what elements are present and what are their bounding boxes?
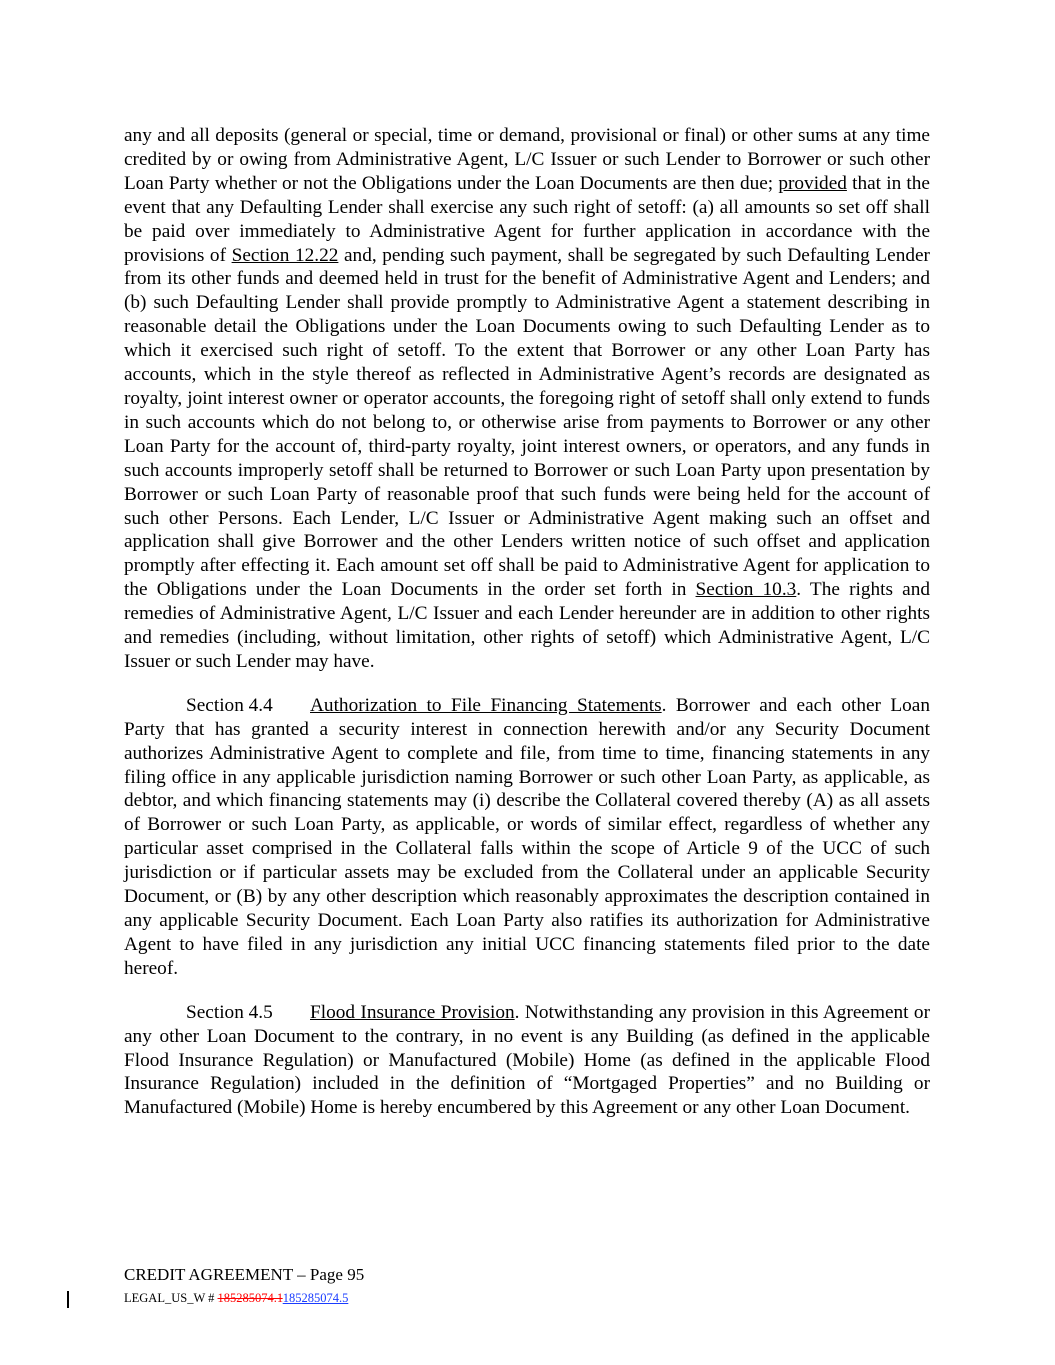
section-10-3-reference: Section 10.3 bbox=[695, 579, 797, 601]
section-12-22-reference: Section 12.22 bbox=[231, 244, 339, 266]
docid-deleted-revision: 185285074.1 bbox=[217, 1291, 283, 1305]
section-4-4-body: . Borrower and each other Loan Party that has granted a security interest in connection herewith and/or any Security Document authorizes Administrative Agent to complete and file, from time to time, financing statements in any filing office in any applicable jurisdiction naming Borrower or such other Loan Party, as applicable, as debtor, and which financing statements may (i) describe the Collateral covered thereby (A) as all assets of Borrower or such Loan Party, as applicable, or words of similar effect, regardless of whether any particular asset comprised in the Collateral falls within the scope of Article 9 of the UCC of such jurisdiction or if particular assets may be excluded from the Collateral under an applicable Security Document, or (B) by any other description which reasonably approximates the description contained in any applicable Security Document. Each Loan Party also ratifies its authorization for Administrative Agent to have filed in any jurisdiction any initial UCC financing statements filed prior to the date hereof. bbox=[124, 694, 931, 979]
docid-prefix: LEGAL_US_W # bbox=[124, 1291, 218, 1305]
section-4-4-paragraph bbox=[124, 694, 930, 981]
provided-term: provided bbox=[778, 172, 847, 194]
setoff-text-1: any and all deposits (general or special, time or demand, provisional or final) or other sums at any time credited by or owing from Administrative Agent, L/C Issuer or such Lender to Borrower or such other Loan Party whether or not the Obligations under the Loan Documents are then due; bbox=[124, 125, 930, 194]
section-4-5-heading: Flood Insurance Provision bbox=[310, 1001, 515, 1023]
section-4-4-number: Section 4.4 bbox=[186, 694, 273, 716]
document-body bbox=[124, 124, 930, 1120]
docid-inserted-revision: 185285074.5 bbox=[282, 1291, 349, 1305]
section-4-4-heading: Authorization to File Financing Statements bbox=[310, 694, 662, 716]
footer-page-title: CREDIT AGREEMENT – Page 95 bbox=[124, 1265, 365, 1284]
setoff-paragraph bbox=[124, 124, 930, 674]
footer-document-id bbox=[124, 1289, 930, 1307]
section-4-5-body: . Notwithstanding any provision in this Agreement or any other Loan Document to the contrary, in no event is any Building (as defined in the applicable Flood Insurance Regulation) or Manufactured (Mobile) Home (as defined in the applicable Flood Insurance Regulation) included in the definition of “Mortgaged Properties” and no Building or Manufactured (Mobile) Home is hereby encumbered by this Agreement or any other Loan Document. bbox=[124, 1001, 930, 1119]
section-4-5-number: Section 4.5 bbox=[186, 1001, 273, 1023]
setoff-text-4: . The rights and remedies of Administrative Agent, L/C Issuer and each Lender hereunder are in addition to other rights and remedies (including, without limitation, other rights of setoff) which Administrative Agent, L/C Issuer or such Lender may have. bbox=[124, 579, 930, 672]
section-4-5-paragraph bbox=[124, 1001, 930, 1121]
revision-change-bar bbox=[67, 1291, 69, 1308]
page-footer bbox=[124, 1264, 930, 1307]
setoff-text-3: and, pending such payment, shall be segregated by such Defaulting Lender from its other funds and deemed held in trust for the benefit of Administrative Agent and Lenders; and (b) such Defaulting Lender shall provide promptly to Administrative Agent a statement describing in reasonable detail the Obligations under the Loan Documents owing to such Defaulting Lender as to which it exercised such right of setoff. To the extent that Borrower or any other Loan Party has accounts, which in the style thereof as reflected in Administrative Agent’s records are designated as royalty, joint interest owner or operator accounts, the foregoing right of setoff shall only extend to funds in such accounts which do not belong to, or otherwise arise from payments to Borrower or any other Loan Party for the account of, third-party royalty, joint interest owners, or operators, and any funds in such accounts improperly setoff shall be returned to Borrower or such Loan Party upon presentation by Borrower or such Loan Party of reasonable proof that such funds were being held for the account of such other Persons. Each Lender, L/C Issuer or Administrative Agent making such an offset and application shall give Borrower and the other Lenders written notice of such offset and application promptly after effecting it. Each amount set off shall be paid to Administrative Agent for application to the Obligations under the Loan Documents in the order set forth in bbox=[124, 244, 930, 601]
setoff-text-2: that in the event that any Defaulting Lender shall exercise any such right of setoff: (a) all amounts so set off shall be paid over immediately to Administrative Agent for further application in accordance with the provisions of bbox=[124, 172, 930, 266]
